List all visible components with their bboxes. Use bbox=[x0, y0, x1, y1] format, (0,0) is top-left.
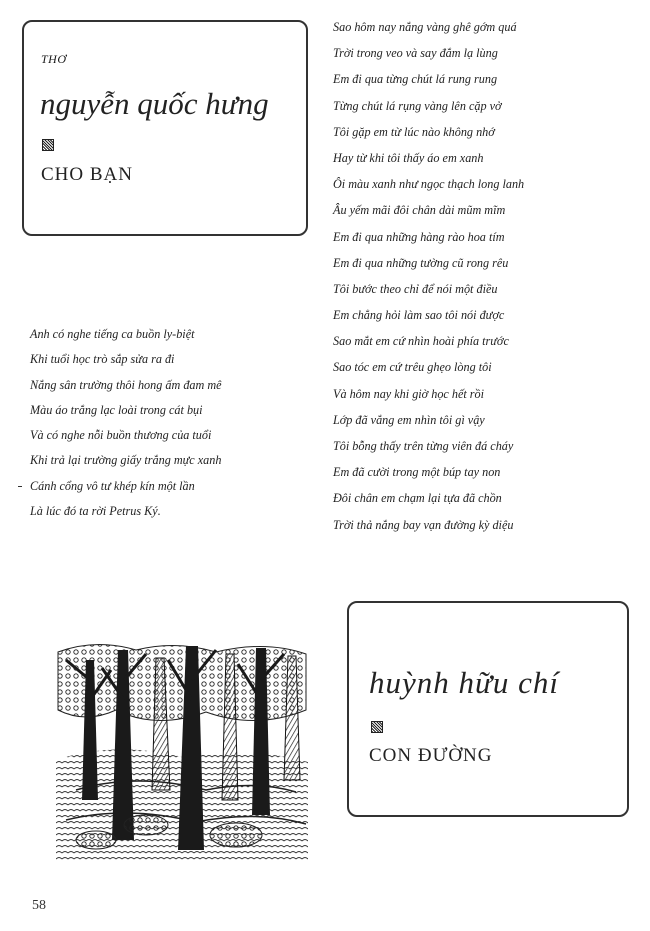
poem-line: Em đi qua những tường cũ rong rêu bbox=[333, 255, 509, 270]
poem-line: Hay từ khi tôi thấy áo em xanh bbox=[333, 150, 484, 165]
poem-line: Cánh cổng vô tư khép kín một lần bbox=[30, 478, 195, 493]
poem-line: Sao tóc em cứ trêu ghẹo lòng tôi bbox=[333, 360, 492, 375]
poem-line: Màu áo trắng lạc loài trong cát bụi bbox=[30, 402, 203, 417]
poem-line: Nắng sân trường thôi hong ấm đam mê bbox=[30, 377, 222, 392]
poem-line: Trời trong veo và say đắm lạ lùng bbox=[333, 46, 498, 61]
poem-line: Ôi màu xanh như ngọc thạch long lanh bbox=[333, 177, 525, 192]
poem-line: Anh có nghe tiếng ca buồn ly-biệt bbox=[30, 327, 195, 341]
stray-mark bbox=[18, 486, 22, 487]
poem-line: Tôi bỗng thấy trên từng viên đá cháy bbox=[333, 439, 514, 453]
poem-line: Em chẳng hỏi làm sao tôi nói được bbox=[333, 308, 505, 323]
ornament-square-icon bbox=[371, 721, 383, 733]
poem-left-column bbox=[30, 322, 222, 524]
poem-line: Trời thả nắng bay vạn đường kỳ diệu bbox=[333, 517, 514, 532]
page-number: 58 bbox=[32, 898, 46, 913]
poem-line: Và có nghe nỗi buồn thương của tuổi bbox=[30, 428, 212, 443]
poem-line: Em đi qua từng chút lá rung rung bbox=[333, 72, 498, 87]
poem-line: Lớp đã vắng em nhìn tôi gì vậy bbox=[333, 412, 485, 427]
poem-line: Sao hôm nay nắng vàng ghê gớm quá bbox=[333, 20, 517, 34]
author-name: huỳnh hữu chí bbox=[369, 665, 560, 700]
poem-line: Khi tuổi học trò sắp sửa ra đi bbox=[30, 352, 175, 367]
woodcut-forest-illustration-icon bbox=[56, 640, 308, 860]
poem-header-box-1 bbox=[22, 20, 308, 236]
poem-line: Khi trả lại trường giấy trắng mực xanh bbox=[30, 453, 222, 468]
poem-line: Là lúc đó ta rời Petrus Ký. bbox=[30, 504, 161, 519]
poem-header-box-2 bbox=[347, 601, 629, 817]
poem-line: Từng chút lá rụng vàng lên cặp vở bbox=[333, 98, 502, 113]
poem-line: Em đi qua những hàng rào hoa tím bbox=[333, 229, 505, 244]
poem-right-column bbox=[333, 14, 524, 538]
section-label: THƠ bbox=[41, 52, 67, 66]
poem-line: Sao mắt em cứ nhìn hoài phía trước bbox=[333, 334, 509, 349]
poem-line: Âu yếm mãi đôi chân dài mũm mĩm bbox=[333, 203, 506, 218]
poem-line: Đôi chân em chạm lại tựa đã chồn bbox=[333, 491, 502, 506]
poem-line: Em đã cười trong một búp tay non bbox=[333, 465, 501, 480]
poem-line: Tôi gặp em từ lúc nào không nhớ bbox=[333, 124, 495, 139]
poem-title: CHO BẠN bbox=[41, 164, 133, 185]
author-name: nguyễn quốc hưng bbox=[40, 86, 269, 121]
poem-title: CON ĐƯỜNG bbox=[369, 745, 493, 766]
poem-line: Và hôm nay khi giờ học hết rồi bbox=[333, 386, 485, 401]
poem-line: Tôi bước theo chỉ để nói một điều bbox=[333, 281, 498, 296]
ornament-square-icon bbox=[42, 139, 54, 151]
